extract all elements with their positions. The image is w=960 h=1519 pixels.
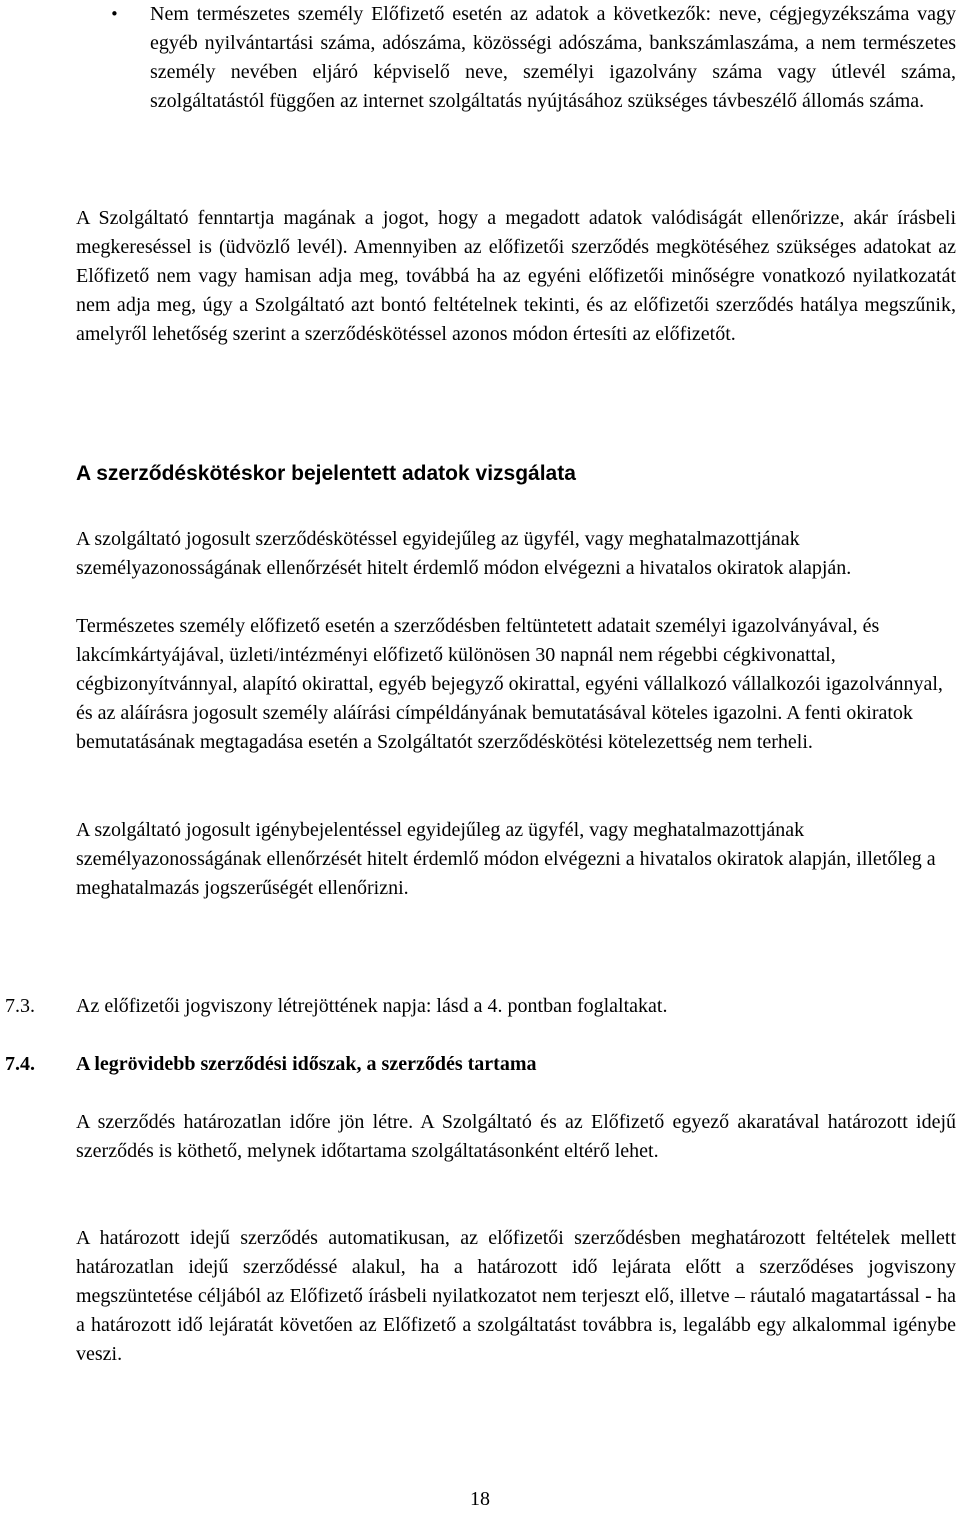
paragraph-7-4-2: A határozott idejű szerződés automatikusan, az előfizetői szerződésben meghatározott feltételek mellett határozatlan idejű szerződéssé alakul, ha a határozott idő lejárata előtt a szerződéses jogviszony megszüntetése céljából az Előfizető írásbeli nyilatkozatot nem terjeszt elő, illetve – ráutaló magatartással - ha a határozott idő lejáratát követően az Előfizető a szolgáltatást továbbra is, legalább egy alkalommal igénybe veszi. — [76, 1227, 956, 1365]
paragraph-7-4-1: A szerződés határozatlan időre jön létre. A Szolgáltató és az Előfizető egyező akaratával határozott idejű szerződés is köthető, melynek időtartama szolgáltatásonként eltérő lehet. — [76, 1111, 956, 1162]
section-text-7-3: Az előfizetői jogviszony létrejöttének napja: lásd a 4. pontban foglaltakat. — [76, 995, 668, 1017]
paragraph-verification: A Szolgáltató fenntartja magának a jogot, hogy a megadott adatok valódiságát ellenőrizze, akár írásbeli megkereséssel is (üdvözlő levél). Amennyiben az előfizetői szerződés megkötéséhez szükséges adatokat az Előfizető nem vagy hamisan adja meg, továbbá ha az egyéni előfizetői minőségre vonatkozó nyilatkozatát nem adja meg, úgy a Szolgáltató azt bontó feltételnek tekinti, és az előfizetői szerződés hatálya megszűnik, amelyről lehetőség szerint a szerződéskötéssel azonos módon értesíti az előfizetőt. — [76, 207, 956, 345]
section-number-7-4: 7.4. — [5, 1053, 35, 1075]
page-number: 18 — [470, 1488, 490, 1510]
bullet-icon: • — [110, 5, 119, 23]
section-title-7-4: A legrövidebb szerződési időszak, a szerződés tartama — [76, 1053, 537, 1075]
paragraph-check-1: A szolgáltató jogosult szerződéskötéssel egyidejűleg az ügyfél, vagy meghatalmazottjának személyazonosságának ellenőrzését hitelt érdemlő módon elvégezni a hivatalos okiratok alapján. — [76, 528, 852, 579]
section-heading-data-check: A szerződéskötéskor bejelentett adatok vizsgálata — [76, 462, 576, 485]
paragraph-check-3: A szolgáltató jogosult igénybejelentéssel egyidejűleg az ügyfél, vagy meghatalmazottjának személyazonosságának ellenőrzését hitelt érdemlő módon elvégezni a hivatalos okiratok alapján, illetőleg a meghatalmazás jogszerűségét ellenőrizni. — [76, 819, 936, 899]
section-number-7-3: 7.3. — [5, 995, 35, 1017]
paragraph-check-2: Természetes személy előfizető esetén a szerződésben feltüntetett adatait személyi igazolványával, és lakcímkártyájával, üzleti/intézményi előfizető különösen 30 napnál nem régebbi cégkivonattal, cégbizonyítvánnyal, alapító okirattal, egyéb bejegyző okirattal, egyéni vállalkozó vállalkozói igazolvánnyal, és az aláírásra jogosult személy aláírási címpéldányának bemutatásával köteles igazolni. A fenti okiratok bemutatásának megtagadása esetén a Szolgáltatót szerződéskötési kötelezettség nem terheli. — [76, 615, 943, 753]
bullet-item-nonnatural-subscriber: Nem természetes személy Előfizető esetén az adatok a következők: neve, cégjegyzékszáma vagy egyéb nyilvántartási száma, adószáma, közösségi adószáma, bankszámlaszáma, a nem természetes személy nevében eljáró képviselő neve, személyi igazolvány száma vagy útlevél száma, szolgáltatástól függően az internet szolgáltatás nyújtásához szükséges távbeszélő állomás száma. — [150, 3, 956, 112]
